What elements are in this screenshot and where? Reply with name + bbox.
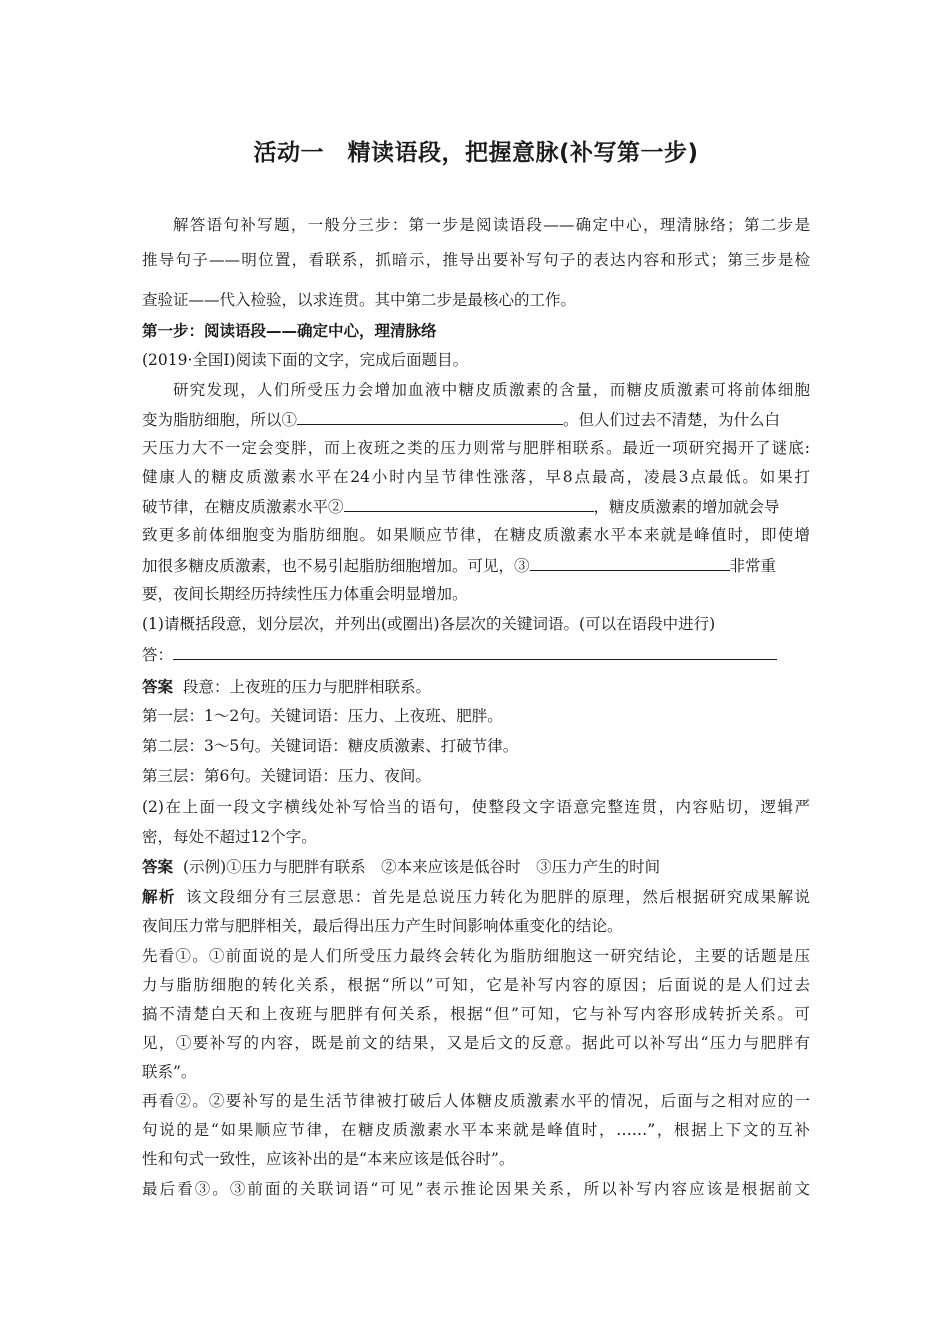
answer-text: 段意：上夜班的压力与肥胖相联系。	[183, 678, 432, 696]
answer-label: 答案	[142, 858, 174, 876]
passage-line: 要，夜间长期经历持续性压力体重会明显增加。	[142, 585, 468, 603]
layer-line: 第三层：第6句。关键词语：压力、夜间。	[142, 767, 431, 785]
answer-label: 答案	[142, 678, 174, 696]
answer-line	[142, 644, 810, 665]
passage-text: 破节律，在糖皮质激素水平②	[142, 498, 344, 516]
question-1: (1)请概括段意，划分层次，并列出(或圈出)各层次的关键词语。(可以在语段中进行)	[142, 615, 716, 633]
analysis-text: 该文段细分有三层意思：首先是总说压力转化为肥胖的原理，然后根据研究成果解说	[185, 888, 810, 906]
passage-line	[142, 555, 810, 576]
analysis-line: 力与脂肪细胞的转化关系，根据“所以”可知，它是补写内容的原因；后面说的是人们过去	[142, 976, 810, 994]
layer-line: 第二层：3～5句。关键词语：糖皮质激素、打破节律。	[142, 737, 519, 755]
analysis-line: 见，①要补写的内容，既是前文的结果，又是后文的反意。据此可以补写出“压力与肥胖有	[142, 1034, 810, 1052]
analysis-line: 最后看③。③前面的关联词语“可见”表示推论因果关系，所以补写内容应该是根据前文	[142, 1180, 810, 1198]
intro-line: 解答语句补写题，一般分三步：第一步是阅读语段——确定中心，理清脉络；第二步是	[173, 216, 810, 234]
blank-2	[344, 496, 594, 512]
analysis-line: 再看②。②要补写的是生活节律被打破后人体糖皮质激素水平的情况，后面与之相对应的一	[142, 1092, 810, 1110]
blank-1	[297, 409, 563, 425]
passage-line: 致更多前体细胞变为脂肪细胞。如果顺应节律，在糖皮质激素水平本来就是峰值时，即使增	[142, 526, 810, 544]
passage-line: 健康人的糖皮质激素水平在24小时内呈节律性涨落，早8点最高，凌晨3点最低。如果打	[142, 468, 810, 486]
passage-line: 研究发现，人们所受压力会增加血液中糖皮质激素的含量，而糖皮质激素可将前体细胞	[173, 381, 810, 399]
answer-1	[142, 677, 810, 697]
passage-line	[142, 496, 810, 517]
source-line: (2019·全国Ⅰ)阅读下面的文字，完成后面题目。	[142, 351, 469, 369]
passage-line: 天压力大不一定会变胖，而上夜班之类的压力则常与肥胖相联系。最近一项研究揭开了谜底:	[142, 439, 810, 457]
analysis-line: 性和句式一致性，应该补出的是“本来应该是低谷时”。	[142, 1150, 515, 1168]
analysis-line: 联系”。	[142, 1063, 197, 1081]
answer-2	[142, 857, 810, 877]
analysis-line: 夜间压力常与肥胖相关，最后得出压力产生时间影响体重变化的结论。	[142, 917, 623, 935]
analysis-line: 搞不清楚白天和上夜班与肥胖有何关系，根据“但”可知，它与补写内容形成转折关系。可	[142, 1005, 810, 1023]
passage-text: 变为脂肪细胞，所以①	[142, 411, 298, 429]
analysis-line: 句说的是“如果顺应节律，在糖皮质激素水平本来就是峰值时，……”，根据上下文的互补	[142, 1121, 810, 1139]
answer-prompt: 答：	[142, 646, 174, 664]
question-2: 密，每处不超过12个字。	[142, 828, 317, 846]
analysis-label: 解析	[142, 888, 176, 906]
page-title: 活动一 精读语段，把握意脉(补写第一步)	[253, 140, 699, 166]
blank-3	[530, 555, 730, 571]
passage-text: 非常重	[729, 557, 777, 575]
analysis-line	[142, 887, 810, 907]
analysis-line: 先看①。①前面说的是人们所受压力最终会转化为脂肪细胞这一研究结论，主要的话题是压	[142, 947, 810, 965]
passage-text: 加很多糖皮质激素，也不易引起脂肪细胞增加。可见，③	[142, 557, 530, 575]
step1-heading: 第一步：阅读语段——确定中心，理清脉络	[142, 322, 437, 340]
passage-line	[142, 409, 810, 430]
layer-line: 第一层：1～2句。关键词语：压力、上夜班、肥胖。	[142, 707, 503, 725]
answer-blank	[173, 644, 777, 660]
passage-text: ，糖皮质激素的增加就会导	[593, 498, 780, 516]
intro-line: 推导句子——明位置，看联系，抓暗示，推导出要补写句子的表达内容和形式；第三步是检	[142, 251, 810, 269]
passage-text: 。但人们过去不清楚，为什么白	[563, 411, 781, 429]
answer-text: (示例)①压力与肥胖有联系 ②本来应该是低谷时 ③压力产生的时间	[183, 858, 661, 876]
question-2: (2)在上面一段文字横线处补写恰当的语句，使整段文字语意完整连贯，内容贴切，逻辑严	[142, 798, 810, 816]
intro-line: 查验证——代入检验，以求连贯。其中第二步是最核心的工作。	[142, 291, 577, 309]
